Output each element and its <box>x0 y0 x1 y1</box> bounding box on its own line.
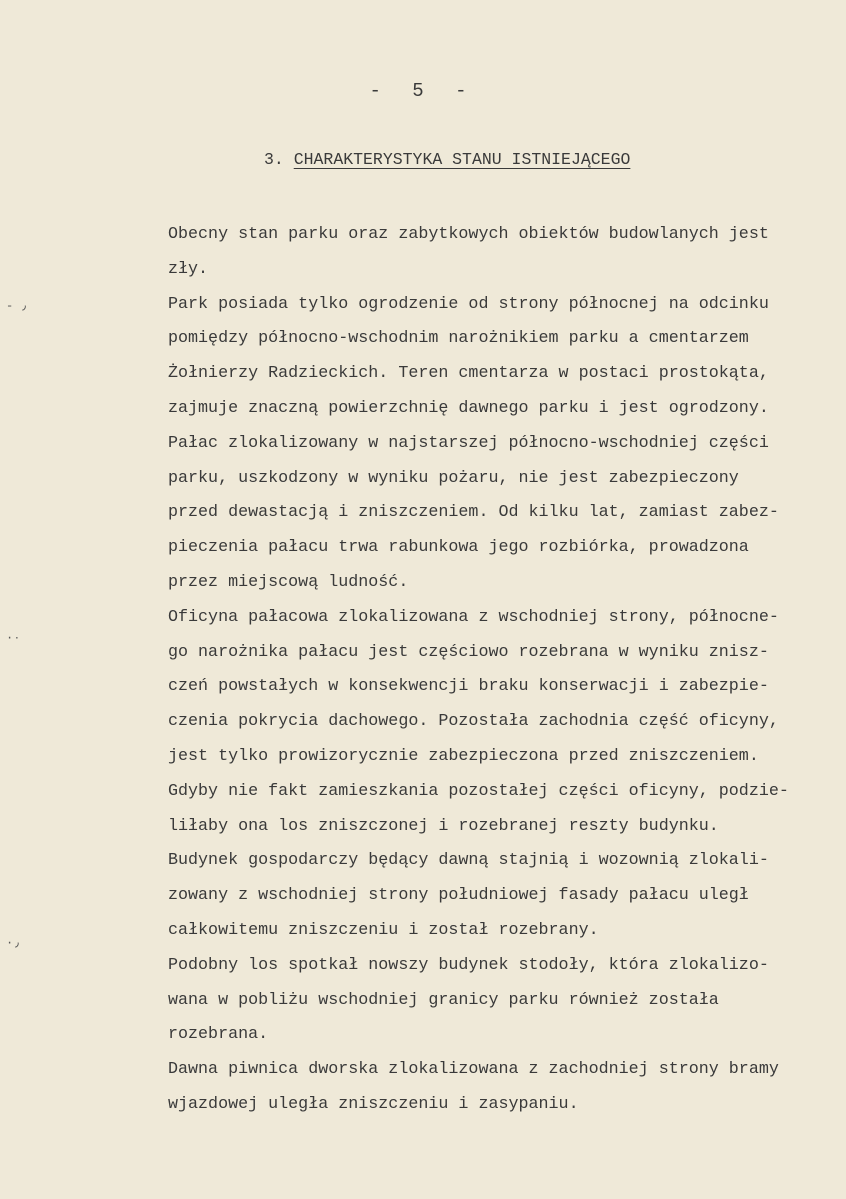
margin-mark: ·٫ <box>6 936 21 950</box>
text-line: Oficyna pałacowa zlokalizowana z wschodniej strony, północne- <box>168 607 779 627</box>
text-line: zowany z wschodniej strony południowej fasady pałacu uległ <box>168 886 749 906</box>
text-line: wjazdowej uległa zniszczeniu i zasypaniu. <box>168 1094 579 1114</box>
text-line: zajmuje znaczną powierzchnię dawnego parku i jest ogrodzony. <box>168 398 769 418</box>
text-line: Dawna piwnica dworska zlokalizowana z zachodniej strony bramy <box>168 1060 779 1080</box>
text-line: Żołnierzy Radzieckich. Teren cmentarza w postaci prostokąta, <box>168 364 769 384</box>
text-line: przed dewastacją i zniszczeniem. Od kilku lat, zamiast zabez- <box>168 503 779 523</box>
text-line: Gdyby nie fakt zamieszkania pozostałej części oficyny, podzie- <box>168 781 789 801</box>
section-number: 3. <box>264 150 284 169</box>
text-line: pieczenia pałacu trwa rabunkowa jego rozbiórka, prowadzona <box>168 538 749 558</box>
margin-mark: ·٠ <box>6 631 21 645</box>
text-line: czeń powstałych w konsekwencji braku konserwacji i zabezpie- <box>168 677 769 697</box>
text-line: zły. <box>168 259 209 279</box>
text-line: go narożnika pałacu jest częściowo rozebrana w wyniku znisz- <box>168 642 769 662</box>
text-line: pomiędzy północno-wschodnim narożnikiem parku a cmentarzem <box>168 329 749 349</box>
text-line: Podobny los spotkał nowszy budynek stodoły, która zlokalizo- <box>168 955 769 975</box>
page-number: - 5 - <box>369 80 477 102</box>
text-line: Budynek gospodarczy będący dawną stajnią i wozownią zlokali- <box>168 851 769 871</box>
text-line: czenia pokrycia dachowego. Pozostała zachodnia część oficyny, <box>168 712 779 732</box>
text-line: rozebrana. <box>168 1025 269 1045</box>
body-text <box>168 218 836 1123</box>
text-line: liłaby ona los zniszczonej i rozebranej reszty budynku. <box>168 816 719 836</box>
text-line: wana w pobliżu wschodniej granicy parku również została <box>168 990 719 1010</box>
text-line: parku, uszkodzony w wyniku pożaru, nie jest zabezpieczony <box>168 468 739 488</box>
text-line: Obecny stan parku oraz zabytkowych obiektów budowlanych jest <box>168 225 769 244</box>
text-line: Park posiada tylko ogrodzenie od strony północnej na odcinku <box>168 294 769 314</box>
text-line: Pałac zlokalizowany w najstarszej północno-wschodniej części <box>168 433 769 453</box>
text-line: jest tylko prowizorycznie zabezpieczona przed zniszczeniem. <box>168 746 759 766</box>
section-heading <box>264 150 630 169</box>
text-line: przez miejscową ludność. <box>168 572 409 592</box>
text-line: całkowitemu zniszczeniu i został rozebrany. <box>168 920 599 940</box>
margin-mark: - ٫ <box>6 299 28 313</box>
section-title: CHARAKTERYSTYKA STANU ISTNIEJĄCEGO <box>293 150 631 169</box>
